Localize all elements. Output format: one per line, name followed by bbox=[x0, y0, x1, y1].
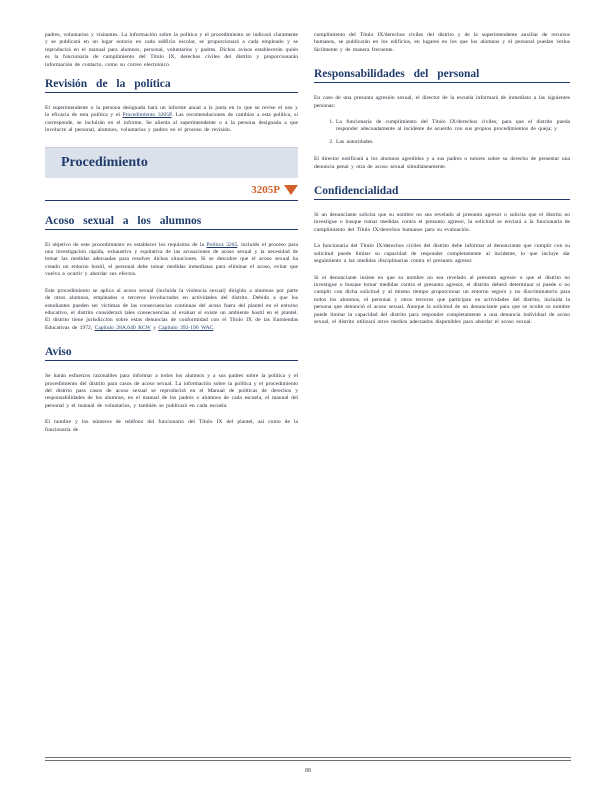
acoso-paragraph-1 bbox=[45, 242, 298, 279]
intro-paragraph-left: padres, voluntarios y visitantes. La información sobre la política y el procedimiento se indicará claramente y se publicará en un lugar notorio en cada edificio escolar, se proporcionará a cada empleado y se reproducirá en el manual para alumnos, personal, voluntarios y padres. Dichos avisos establecerán quién es la funcionaria de cumplimiento del Título IX, derechos civiles del distrito y proporcionarán información de contacto, como su correo electrónico. bbox=[45, 32, 298, 68]
section-heading-confidencialidad: Confidencialidad bbox=[314, 185, 570, 200]
link-capitulo-392-190-wac[interactable]: Capítulo 392-190 WAC bbox=[158, 324, 214, 331]
footer-rule-top bbox=[45, 757, 571, 758]
footer-rule-bottom bbox=[45, 760, 571, 761]
acoso-text-2: , incluido el proceso para una investigación rápida, exhaustiva y equitativa de las acusaciones de acoso sexual y la necesidad de tomar las medidas adecuadas para resolver dichas situaciones. Si se descubre que el acoso sexual ha creado un entorno hostil, el personal debe tomar medidas inmediatas para eliminar el acoso, evitar que vuelva a ocurrir y abordar sus efectos. bbox=[45, 241, 298, 278]
divider bbox=[45, 200, 298, 201]
section-heading-revision: Revisión de la política bbox=[45, 78, 298, 93]
responsabilidades-paragraph-2: El director notificará a los alumnos agredidos y a sus padres o tutores sobre su derecho de presentar una denuncia penal y otra de acoso sexual simultáneamente. bbox=[314, 156, 570, 170]
responsabilidades-list bbox=[314, 119, 570, 146]
confidencialidad-paragraph-2: La funcionaria del Título IX/derechos civiles del distrito debe informar al denunciante que cumplir con su solicitud puede limitar su capacidad de responder completamente al incidente, lo que incluye dar seguimiento a las medidas disciplinarias contra el presunto agresor. bbox=[314, 243, 570, 265]
revision-text-1: El superintendente o la persona designada hará un informe anual a la junta en lo que se revise el uso y la eficacia de esta política y el bbox=[45, 105, 298, 119]
intro-paragraph-right: cumplimiento del Título IX/derechos civiles del distrito y de la superintendente auxiliar de recursos humanos, se publicarán en los edificios, en lugares en los que los alumnos y el personal puedan verlos fácilmente y de manera frecuente. bbox=[314, 32, 570, 53]
procedimiento-banner bbox=[45, 147, 298, 178]
acoso-text-4: y bbox=[150, 324, 159, 331]
page-number: 88 bbox=[305, 768, 311, 774]
revision-paragraph bbox=[45, 105, 298, 135]
revision-text-2: . Las recomendaciones de cambios a esta política, si corresponde, se incluirán en el informe. Se alienta al superintendente o a la persona designada a que involucre al personal, alumnos, voluntarios y padres en el proceso de revisión. bbox=[45, 112, 298, 134]
right-column bbox=[314, 32, 570, 335]
link-procedimiento-3205p[interactable]: Procedimiento 3205P bbox=[122, 112, 172, 119]
aviso-paragraph-2: El nombre y los números de teléfono del funcionario del Título IX del plantel, así como de la funcionaria de bbox=[45, 419, 298, 433]
link-politica-3205[interactable]: Política 3205 bbox=[206, 241, 238, 248]
aviso-paragraph-1: Se harán esfuerzos razonables para informar a todos los alumnos y a sus padres sobre la política y el procedimiento del distrito para casos de acoso sexual. La información sobre la política y el procedimiento del distrito para casos de acoso sexual se reproducirá en el Manual de políticas de derechos y responsabilidades de los alumnos, en el manual de los padres o alumnos de cada escuela, el manual del personal y el manual de voluntarios, y también se publicará en cada escuela. bbox=[45, 373, 298, 409]
list-item: 1. La funcionaria de cumplimiento del Título IX/derechos civiles, para que el distrito pueda responder adecuadamente al incidente de acuerdo con sus propios procedimientos de queja; y bbox=[336, 119, 570, 134]
section-heading-acoso: Acoso sexual a los alumnos bbox=[45, 215, 298, 230]
procedure-code: 3205P bbox=[251, 183, 280, 196]
responsabilidades-paragraph-1: En caso de una presunta agresión sexual, el director de la escuela informará de inmediato a las siguientes personas: bbox=[314, 95, 570, 109]
section-heading-responsabilidades: Responsabilidades del personal bbox=[314, 68, 570, 83]
confidencialidad-paragraph-3: Si el denunciante insiste en que su nombre no sea revelado al presunto agresor o que el distrito no investigue o busque tomar medidas contra el presunto agresor, el distrito deberá determinar si puede o no cumplir con dicha solicitud y al mismo tiempo proporcionar un entorno seguro y no discriminatorio para todos los alumnos, el personal y otros terceros que participan en actividades del distrito, incluida la persona que denunció el acoso sexual. Aunque la solicitud de un denunciante para que se oculte su nombre puede limitar la capacidad del distrito para responder completamente a una denuncia individual de acoso sexual, el distrito utilizará otros medios adecuados disponibles para abordar el acoso sexual. bbox=[314, 274, 570, 325]
procedure-code-row bbox=[45, 184, 298, 196]
triangle-down-icon bbox=[284, 185, 298, 195]
section-heading-aviso: Aviso bbox=[45, 346, 298, 361]
left-column bbox=[45, 32, 298, 443]
acoso-paragraph-2 bbox=[45, 288, 298, 332]
link-capitulo-28a640-rcw[interactable]: Capítulo 28A.640 RCW bbox=[94, 324, 151, 331]
acoso-text-1: El objetivo de este procedimiento es establecer los requisitos de la bbox=[45, 241, 207, 248]
procedimiento-title: Procedimiento bbox=[61, 154, 148, 170]
acoso-text-5: . bbox=[213, 324, 215, 331]
acoso-text-3: Este procedimiento se aplica al acoso sexual (incluida la violencia sexual) dirigido a alumnos por parte de otros alumnos, empleados o terceros involucrados en actividades del distrito. Debido a que los estudiantes pueden ser víctimas de las consecuencias continuas del acoso fuera del plantel en el entorno educativo, el distrito considerará tales consecuencias al evaluar si existe un ambiente hostil en el plantel. El distrito tiene jurisdicción sobre estas denuncias de conformidad con el Título IX de las Enmiendas Educativas de 1972, bbox=[45, 287, 298, 331]
list-item: 2. Las autoridades. bbox=[336, 139, 570, 146]
confidencialidad-paragraph-1: Si un denunciante solicita que su nombre no sea revelado al presunto agresor o solicita que el distrito no investigue o busque tomar medidas contra el presunto agresor, la solicitud se enviará a la funcionaria de cumplimiento del Título IX/derechos humanos para su evaluación. bbox=[314, 212, 570, 233]
